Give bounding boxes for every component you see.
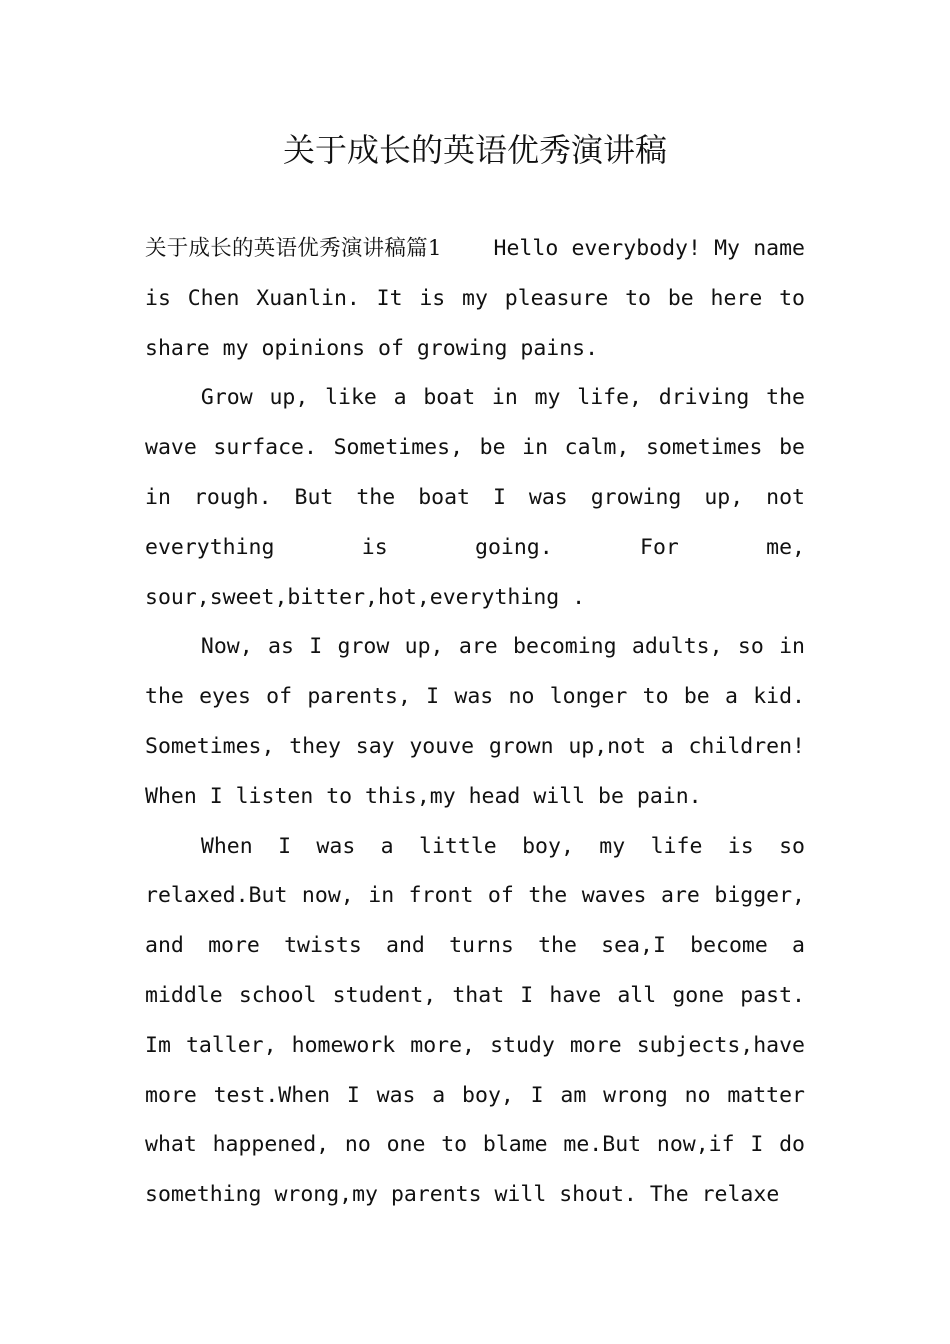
paragraph-2: Grow up, like a boat in my life, driving the wave surface. Sometimes, be in calm, sometimes be in rough. But the boat I was growing up, not everything is going. For me, sour,sweet,bitter,hot,everything . bbox=[145, 385, 805, 610]
paragraph-4: When I was a little boy, my life is so relaxed.But now, in front of the waves are bigger, and more twists and turns the sea,I become a middle school student, that I have all gone past. Im taller, homework more, study more subjects,have more test.When I was a boy, I am wrong no matter what happened, no one to blame me.But now,if I do something wrong,my parents will shout. The relaxe bbox=[145, 833, 805, 1208]
section-heading: 关于成长的英语优秀演讲稿篇1 bbox=[145, 236, 442, 261]
paragraph-3: Now, as I grow up, are becoming adults, so in the eyes of parents, I was no longer to be a kid. Sometimes, they say youve grown up,not a children! When I listen to this,my head will be pain. bbox=[145, 634, 805, 809]
paragraph-1-text: Hello everybody! My name is Chen Xuanlin. It is my pleasure to be here to share my opinions of growing pains. bbox=[145, 236, 805, 361]
document-body bbox=[145, 224, 805, 1220]
paragraph-1 bbox=[145, 224, 805, 373]
document-title: 关于成长的英语优秀演讲稿 bbox=[282, 131, 667, 169]
